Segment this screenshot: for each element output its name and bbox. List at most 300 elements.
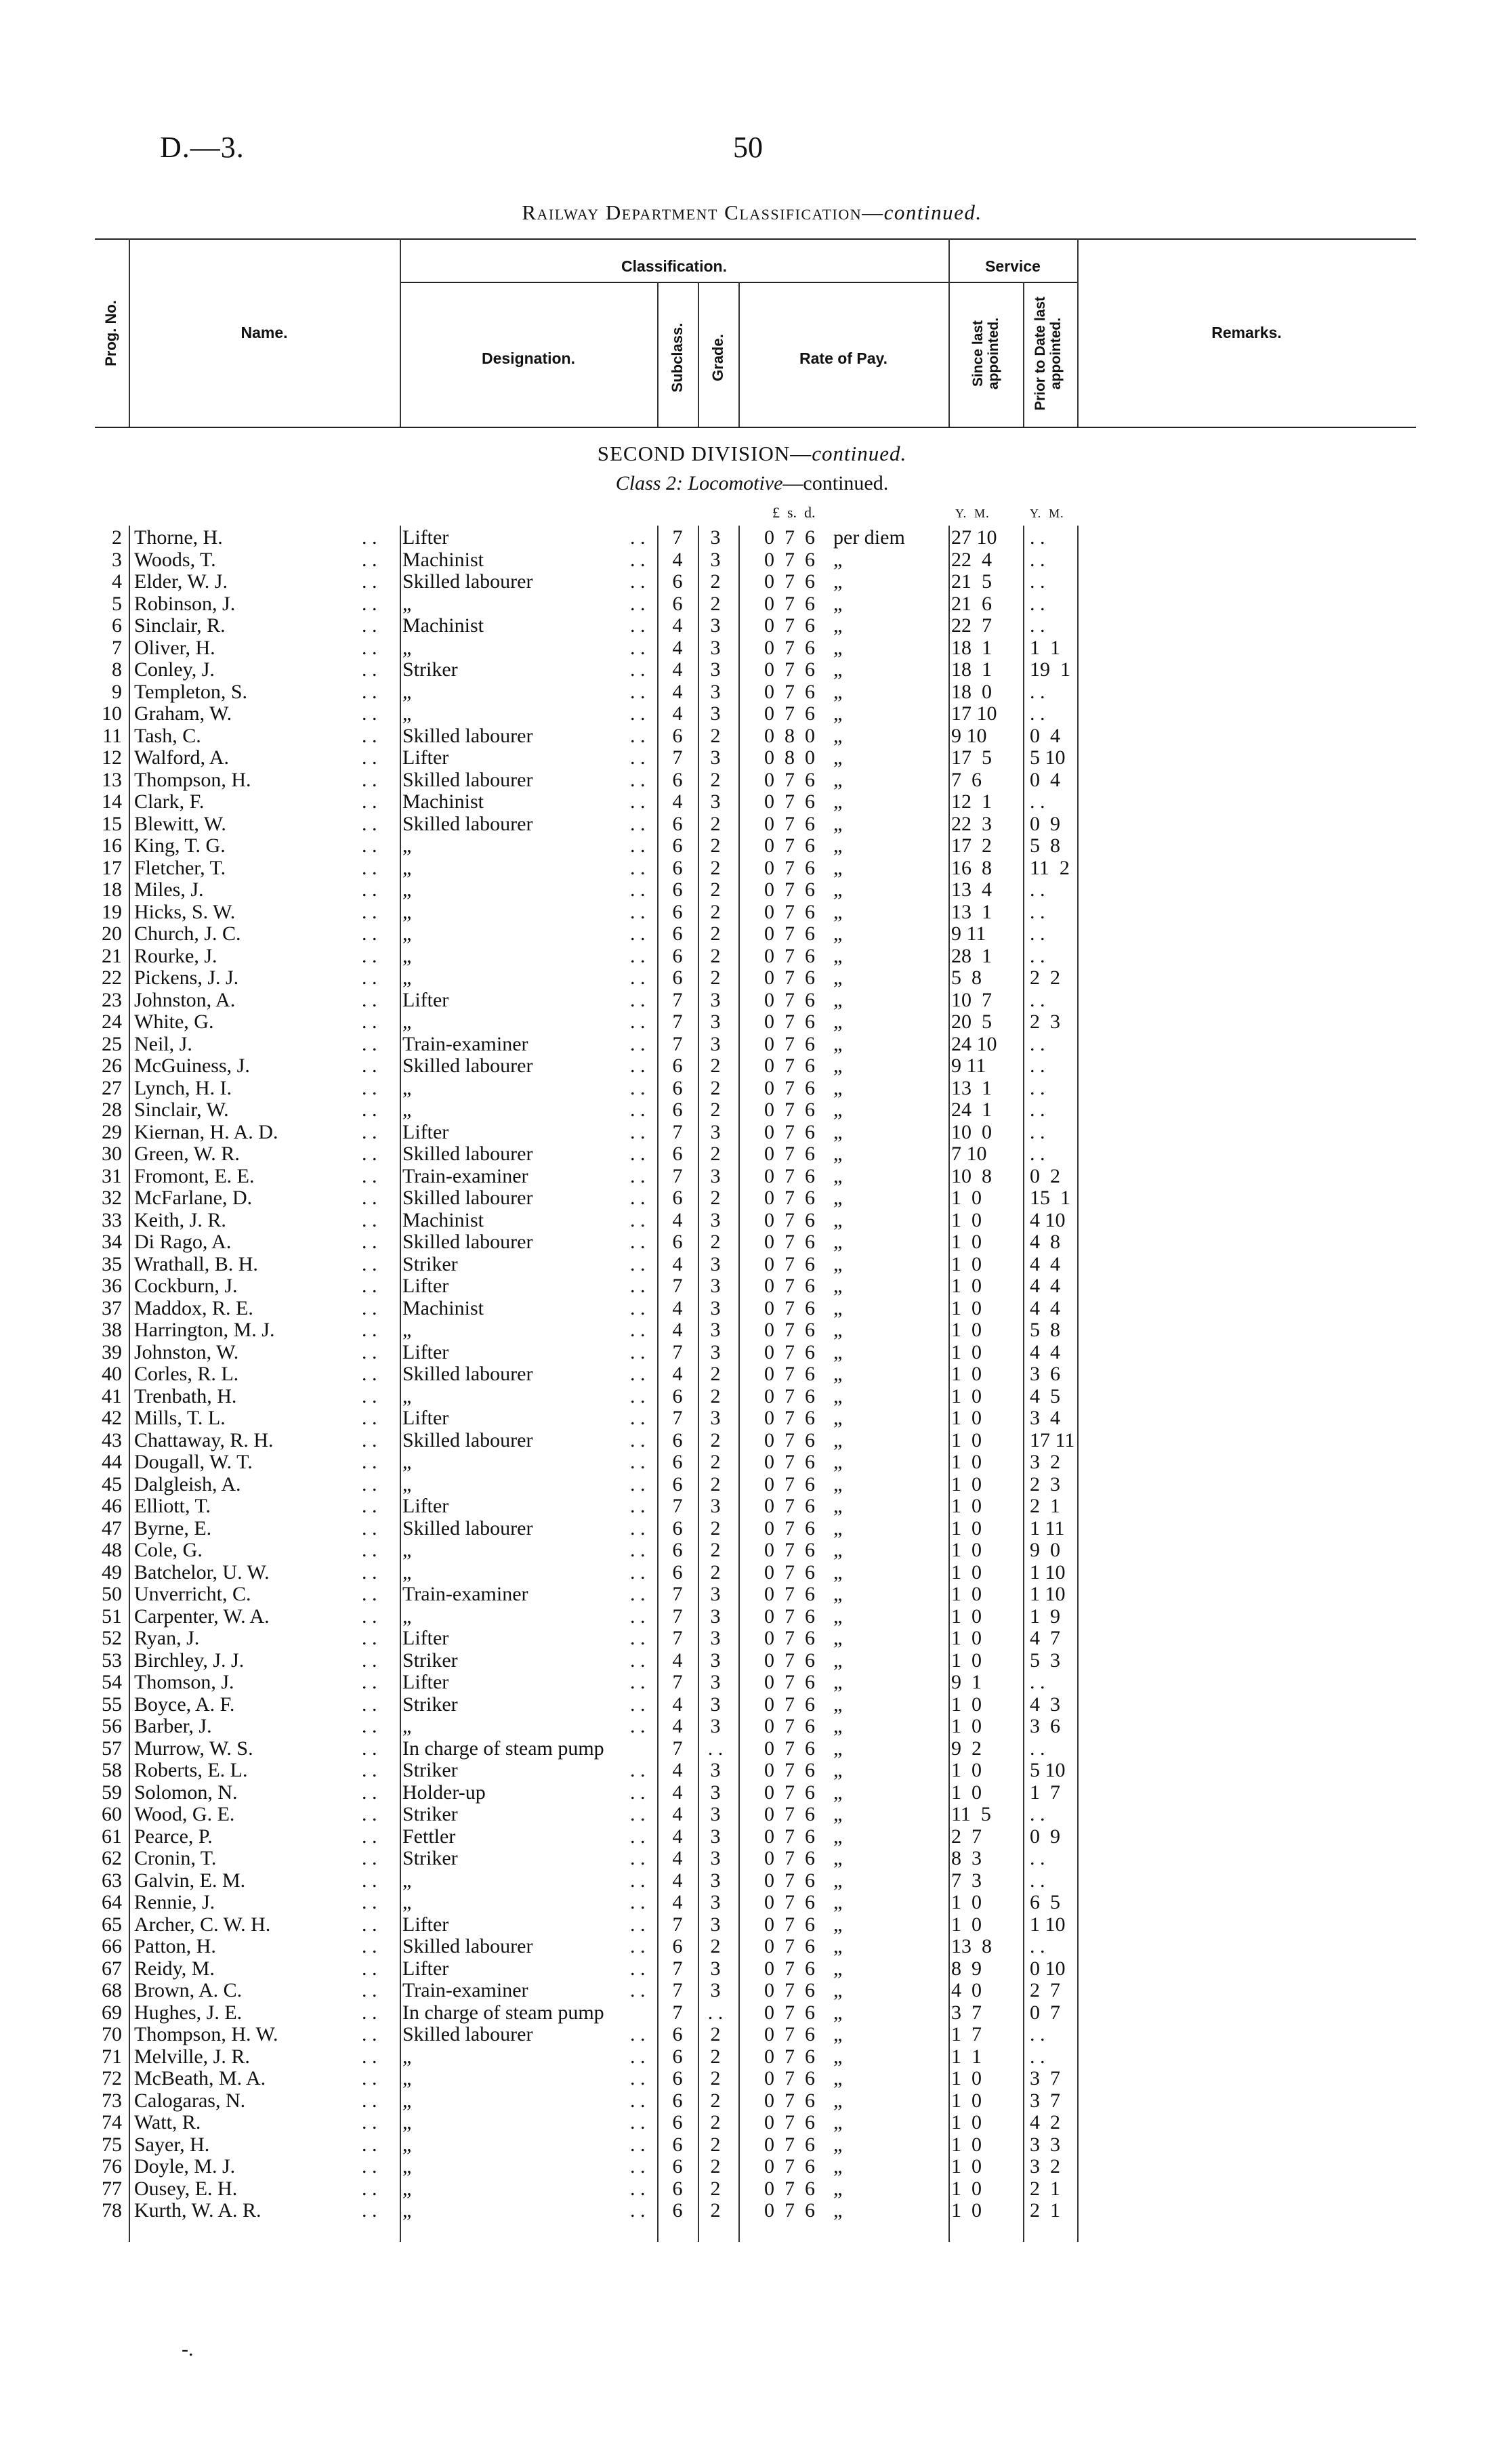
- designation-cell: Lifter: [402, 988, 449, 1011]
- prog-no-cell: 35: [102, 1252, 122, 1275]
- grade-cell: 3: [710, 1671, 721, 1693]
- rate-of-pay-cell: 0 7 6: [764, 1715, 815, 1737]
- prior-to-date-cell: 2 1: [1030, 1495, 1060, 1517]
- rate-of-pay-cell: 0 7 6: [764, 1076, 815, 1099]
- rate-of-pay-cell: 0 7 6: [764, 2155, 815, 2178]
- subclass-cell: 7: [672, 988, 683, 1011]
- prog-no-cell: 66: [102, 1935, 122, 1957]
- designation-cell: „: [402, 1869, 412, 1892]
- prior-to-date-cell: 3 6: [1030, 1715, 1060, 1737]
- leader-dots: . .: [630, 900, 646, 923]
- grade-cell: 2: [710, 922, 721, 945]
- since-last-cell: 1 0: [951, 2177, 982, 2200]
- subclass-cell: 7: [672, 2001, 683, 2024]
- rate-unit-cell: „: [833, 790, 843, 813]
- table-row: [0, 1562, 1504, 1584]
- subclass-cell: 6: [672, 1428, 683, 1451]
- rate-unit-cell: „: [833, 1847, 843, 1869]
- rate-of-pay-cell: 0 7 6: [764, 790, 815, 813]
- leader-dots: . .: [630, 1891, 646, 1913]
- rate-unit-cell: „: [833, 2177, 843, 2200]
- rate-of-pay-cell: 0 7 6: [764, 1120, 815, 1143]
- prog-no-cell: 37: [102, 1296, 122, 1319]
- table-row: [0, 2068, 1504, 2090]
- prog-no-cell: 10: [102, 702, 122, 725]
- leader-dots: . .: [362, 1164, 377, 1187]
- rate-unit-cell: „: [833, 1781, 843, 1804]
- leader-dots: . .: [362, 1627, 377, 1649]
- table-row: [0, 990, 1504, 1012]
- leader-dots: . .: [630, 1781, 646, 1804]
- leader-dots: . .: [630, 548, 646, 571]
- subclass-cell: 4: [672, 1847, 683, 1869]
- prior-to-date-cell: 1 10: [1030, 1560, 1066, 1584]
- rate-of-pay-cell: 0 7 6: [764, 1825, 815, 1848]
- since-last-cell: 1 0: [951, 2133, 982, 2156]
- rate-unit-cell: „: [833, 1957, 843, 1980]
- prior-to-date-cell: . .: [1030, 1076, 1045, 1099]
- name-cell: Cronin, T.: [134, 1847, 217, 1869]
- header-service: Service: [985, 257, 1041, 275]
- since-last-cell: 22 3: [951, 812, 992, 835]
- leader-dots: . .: [630, 1451, 646, 1473]
- leader-dots: . .: [362, 636, 377, 659]
- table-row: [0, 923, 1504, 946]
- prior-to-date-cell: 1 10: [1030, 1583, 1066, 1605]
- subclass-cell: 7: [672, 1913, 683, 1936]
- table-row: [0, 1672, 1504, 1694]
- leader-dots: . .: [362, 2133, 377, 2156]
- leader-dots: . .: [362, 702, 377, 725]
- grade-cell: 2: [710, 812, 721, 835]
- rate-unit-cell: „: [833, 1516, 843, 1539]
- division-continued: continued.: [812, 442, 907, 465]
- subclass-cell: 7: [672, 1340, 683, 1363]
- leader-dots: . .: [362, 1495, 377, 1517]
- rate-unit-cell: „: [833, 1715, 843, 1737]
- table-row: [0, 1451, 1504, 1474]
- rate-of-pay-cell: 0 7 6: [764, 1913, 815, 1936]
- rate-of-pay-cell: 0 7 6: [764, 1737, 815, 1760]
- prog-no-cell: 33: [102, 1208, 122, 1231]
- prior-to-date-cell: 5 8: [1030, 1319, 1060, 1341]
- since-last-cell: 21 6: [951, 592, 992, 615]
- leader-dots: . .: [630, 1649, 646, 1672]
- header-remarks: Remarks.: [1211, 324, 1282, 341]
- prog-no-cell: 3: [112, 548, 122, 571]
- rate-of-pay-cell: 0 8 0: [764, 746, 815, 769]
- rate-of-pay-cell: 0 7 6: [764, 768, 815, 791]
- prior-to-date-cell: 4 10: [1030, 1208, 1066, 1231]
- rate-of-pay-cell: 0 7 6: [764, 1032, 815, 1055]
- leader-dots: . .: [630, 658, 646, 681]
- table-row: [0, 1518, 1504, 1540]
- designation-cell: Train-examiner: [402, 1164, 528, 1187]
- rate-unit-cell: „: [833, 1428, 843, 1451]
- leader-dots: . .: [630, 746, 646, 769]
- designation-cell: Striker: [402, 1252, 458, 1275]
- subclass-cell: 6: [672, 1231, 683, 1253]
- grade-cell: 2: [710, 1428, 721, 1451]
- designation-cell: Skilled labourer: [402, 1055, 533, 1077]
- since-last-cell: 10 8: [951, 1164, 992, 1187]
- grade-cell: 2: [710, 1099, 721, 1121]
- rate-of-pay-cell: 0 7 6: [764, 1451, 815, 1473]
- rate-unit-cell: „: [833, 1099, 843, 1121]
- designation-cell: Lifter: [402, 1495, 449, 1517]
- grade-cell: 2: [710, 768, 721, 791]
- designation-cell: „: [402, 1319, 412, 1341]
- leader-dots: . .: [630, 1560, 646, 1584]
- name-cell: White, G.: [134, 1011, 214, 1033]
- grade-cell: 2: [710, 2133, 721, 2156]
- table-row: [0, 1078, 1504, 1100]
- rate-unit-cell: „: [833, 548, 843, 571]
- since-last-cell: 9 2: [951, 1737, 982, 1760]
- designation-cell: In charge of steam pump: [402, 2001, 604, 2024]
- rate-unit-cell: „: [833, 1011, 843, 1033]
- leader-dots: . .: [362, 1825, 377, 1848]
- designation-cell: „: [402, 856, 412, 879]
- rate-of-pay-cell: 0 7 6: [764, 1627, 815, 1649]
- since-last-cell: 22 4: [951, 548, 992, 571]
- prog-no-cell: 43: [102, 1428, 122, 1451]
- name-cell: Murrow, W. S.: [134, 1737, 253, 1760]
- leader-dots: . .: [630, 1869, 646, 1892]
- designation-cell: „: [402, 2177, 412, 2200]
- leader-dots: . .: [362, 1671, 377, 1693]
- subclass-cell: 6: [672, 1472, 683, 1495]
- prog-no-cell: 40: [102, 1363, 122, 1385]
- leader-dots: . .: [630, 1847, 646, 1869]
- prog-no-cell: 50: [102, 1583, 122, 1605]
- name-cell: Fletcher, T.: [134, 856, 226, 879]
- leader-dots: . .: [630, 1627, 646, 1649]
- leader-dots: . .: [630, 1605, 646, 1628]
- name-cell: Chattaway, R. H.: [134, 1428, 274, 1451]
- since-last-cell: 1 0: [951, 1208, 982, 1231]
- since-last-cell: 17 2: [951, 834, 992, 857]
- header-prior-to-date: Prior to Date last appointed.: [1032, 296, 1064, 411]
- designation-cell: Lifter: [402, 746, 449, 769]
- name-cell: Fromont, E. E.: [134, 1164, 255, 1187]
- rate-of-pay-cell: 0 7 6: [764, 526, 815, 549]
- title-continued: continued.: [883, 200, 982, 224]
- leader-dots: . .: [362, 2089, 377, 2112]
- name-cell: Robinson, J.: [134, 592, 236, 615]
- subclass-cell: 6: [672, 2045, 683, 2068]
- since-last-cell: 1 0: [951, 1407, 982, 1429]
- table-row: [0, 725, 1504, 748]
- prior-to-date-cell: . .: [1030, 1032, 1045, 1055]
- rate-unit-cell: „: [833, 614, 843, 637]
- class-name: Locomotive: [688, 472, 783, 494]
- prior-to-date-cell: 2 3: [1030, 1472, 1060, 1495]
- leader-dots: . .: [630, 988, 646, 1011]
- designation-cell: Skilled labourer: [402, 812, 533, 835]
- leader-dots: . .: [362, 1935, 377, 1957]
- name-cell: Sinclair, W.: [134, 1099, 229, 1121]
- table-row: [0, 1539, 1504, 1562]
- table-row: [0, 1804, 1504, 1826]
- since-last-cell: 22 7: [951, 614, 992, 637]
- name-cell: Johnston, A.: [134, 988, 236, 1011]
- rate-unit-cell: „: [833, 922, 843, 945]
- since-last-cell: 2 7: [951, 1825, 982, 1848]
- rate-of-pay-cell: 0 7 6: [764, 1935, 815, 1957]
- page-number: 50: [733, 131, 763, 164]
- leader-dots: . .: [630, 1825, 646, 1848]
- prior-to-date-cell: 1 1: [1030, 636, 1060, 659]
- designation-cell: „: [402, 900, 412, 923]
- header-rate-of-pay: Rate of Pay.: [799, 349, 887, 367]
- rate-of-pay-cell: 0 7 6: [764, 1275, 815, 1297]
- subclass-cell: 6: [672, 1451, 683, 1473]
- grade-cell: 3: [710, 1649, 721, 1672]
- since-last-cell: 7 3: [951, 1869, 982, 1892]
- rate-unit-cell: „: [833, 1451, 843, 1473]
- table-row: [0, 1099, 1504, 1122]
- prior-to-date-cell: 2 2: [1030, 967, 1060, 989]
- since-last-cell: 16 8: [951, 856, 992, 879]
- designation-cell: Skilled labourer: [402, 1428, 533, 1451]
- table-row: [0, 1430, 1504, 1452]
- rate-of-pay-cell: 0 7 6: [764, 2133, 815, 2156]
- prog-no-cell: 27: [102, 1076, 122, 1099]
- name-cell: McFarlane, D.: [134, 1187, 253, 1209]
- table-row: [0, 549, 1504, 572]
- since-last-cell: 11 5: [951, 1803, 991, 1825]
- leader-dots: . .: [362, 1649, 377, 1672]
- name-cell: Templeton, S.: [134, 680, 248, 703]
- rate-unit-cell: „: [833, 856, 843, 879]
- subclass-cell: 6: [672, 834, 683, 857]
- leader-dots: . .: [630, 1011, 646, 1033]
- header-grade: Grade.: [709, 334, 726, 381]
- table-row: [0, 1936, 1504, 1958]
- name-cell: Barber, J.: [134, 1715, 212, 1737]
- name-cell: Boyce, A. F.: [134, 1693, 235, 1716]
- rate-of-pay-cell: 0 7 6: [764, 2067, 815, 2089]
- since-last-cell: 1 0: [951, 1693, 982, 1716]
- leader-dots: . .: [362, 900, 377, 923]
- grade-cell: 3: [710, 1164, 721, 1187]
- grade-cell: 2: [710, 1539, 721, 1561]
- prior-to-date-cell: . .: [1030, 988, 1045, 1011]
- designation-cell: „: [402, 944, 412, 967]
- since-last-cell: 4 0: [951, 1979, 982, 2001]
- grade-cell: 3: [710, 1693, 721, 1716]
- prior-to-date-cell: 3 2: [1030, 1451, 1060, 1473]
- class-prefix: Class 2:: [615, 472, 688, 494]
- name-cell: Dalgleish, A.: [134, 1472, 241, 1495]
- designation-cell: „: [402, 1011, 412, 1033]
- prog-no-cell: 49: [102, 1560, 122, 1584]
- subclass-cell: 4: [672, 702, 683, 725]
- rate-unit-cell: „: [833, 570, 843, 593]
- prog-no-cell: 2: [112, 526, 122, 549]
- leader-dots: . .: [362, 834, 377, 857]
- prior-to-date-cell: 4 5: [1030, 1384, 1060, 1407]
- since-last-cell: 1 0: [951, 1296, 982, 1319]
- designation-cell: Skilled labourer: [402, 1516, 533, 1539]
- leader-dots: . .: [630, 1143, 646, 1165]
- since-last-cell: 1 0: [951, 1428, 982, 1451]
- leader-dots: . .: [630, 1120, 646, 1143]
- prior-to-date-cell: . .: [1030, 1847, 1045, 1869]
- leader-dots: . .: [362, 1296, 377, 1319]
- grade-cell: . .: [707, 1737, 724, 1760]
- name-cell: Walford, A.: [134, 746, 230, 769]
- leader-dots: . .: [630, 2067, 646, 2089]
- name-cell: Galvin, E. M.: [134, 1869, 246, 1892]
- prog-no-cell: 61: [102, 1825, 122, 1848]
- subclass-cell: 4: [672, 1825, 683, 1848]
- prog-no-cell: 18: [102, 878, 122, 901]
- header-name: Name.: [241, 324, 288, 341]
- name-cell: Roberts, E. L.: [134, 1759, 248, 1781]
- rate-unit-cell: „: [833, 592, 843, 615]
- rate-unit-cell: „: [833, 1627, 843, 1649]
- leader-dots: . .: [630, 1516, 646, 1539]
- designation-cell: Lifter: [402, 1957, 449, 1980]
- name-cell: Di Rago, A.: [134, 1231, 232, 1253]
- designation-cell: Machinist: [402, 1208, 484, 1231]
- rate-unit-cell: „: [833, 1120, 843, 1143]
- table-row: [0, 1914, 1504, 1936]
- prog-no-cell: 14: [102, 790, 122, 813]
- subclass-cell: 4: [672, 636, 683, 659]
- grade-cell: 3: [710, 1627, 721, 1649]
- prog-no-cell: 51: [102, 1605, 122, 1628]
- designation-cell: Skilled labourer: [402, 1231, 533, 1253]
- rate-unit-cell: „: [833, 1539, 843, 1561]
- prog-no-cell: 41: [102, 1384, 122, 1407]
- leader-dots: . .: [630, 856, 646, 879]
- header-designation: Designation.: [481, 349, 575, 367]
- rate-unit-cell: „: [833, 2001, 843, 2024]
- prog-no-cell: 8: [112, 658, 122, 681]
- name-cell: Kiernan, H. A. D.: [134, 1120, 278, 1143]
- leader-dots: . .: [362, 1055, 377, 1077]
- designation-cell: „: [402, 1560, 412, 1584]
- since-last-cell: 1 0: [951, 2155, 982, 2178]
- rate-unit-cell: „: [833, 1869, 843, 1892]
- grade-cell: . .: [707, 2001, 724, 2024]
- grade-cell: 2: [710, 834, 721, 857]
- rate-unit-cell: „: [833, 1055, 843, 1077]
- designation-cell: Train-examiner: [402, 1583, 528, 1605]
- leader-dots: . .: [630, 1539, 646, 1561]
- table-row: [0, 813, 1504, 836]
- table-row: [0, 1892, 1504, 1914]
- subclass-cell: 7: [672, 746, 683, 769]
- since-last-cell: 24 10: [951, 1032, 997, 1055]
- designation-cell: „: [402, 922, 412, 945]
- rate-unit-cell: „: [833, 1737, 843, 1760]
- since-last-cell: 1 0: [951, 2089, 982, 2112]
- leader-dots: . .: [362, 592, 377, 615]
- prior-to-date-cell: . .: [1030, 1143, 1045, 1165]
- rate-unit-cell: „: [833, 1759, 843, 1781]
- designation-cell: „: [402, 2199, 412, 2222]
- prior-to-date-cell: . .: [1030, 1099, 1045, 1121]
- subclass-cell: 6: [672, 2023, 683, 2045]
- table-row: [0, 1034, 1504, 1056]
- header-since-last: Since last appointed.: [970, 317, 1001, 390]
- grade-cell: 3: [710, 658, 721, 681]
- table-row: [0, 1342, 1504, 1364]
- leader-dots: . .: [630, 1208, 646, 1231]
- leader-dots: . .: [362, 1605, 377, 1628]
- designation-cell: Machinist: [402, 548, 484, 571]
- name-cell: Reidy, M.: [134, 1957, 215, 1980]
- table-row: [0, 1055, 1504, 1078]
- since-last-cell: 28 1: [951, 944, 992, 967]
- rate-of-pay-cell: 0 7 6: [764, 856, 815, 879]
- grade-cell: 3: [710, 1583, 721, 1605]
- prog-no-cell: 44: [102, 1451, 122, 1473]
- table-row: [0, 1187, 1504, 1210]
- prior-to-date-cell: . .: [1030, 1120, 1045, 1143]
- rate-unit-cell: „: [833, 1340, 843, 1363]
- leader-dots: . .: [630, 1319, 646, 1341]
- grade-cell: 3: [710, 1891, 721, 1913]
- rate-of-pay-cell: 0 7 6: [764, 1407, 815, 1429]
- table-row: [0, 1628, 1504, 1650]
- designation-cell: Skilled labourer: [402, 1143, 533, 1165]
- leader-dots: . .: [362, 570, 377, 593]
- rate-unit-cell: „: [833, 1560, 843, 1584]
- col-divider: [1023, 282, 1024, 427]
- subclass-cell: 4: [672, 1252, 683, 1275]
- leader-dots: . .: [362, 1451, 377, 1473]
- prior-to-date-cell: . .: [1030, 790, 1045, 813]
- prior-to-date-cell: . .: [1030, 2045, 1045, 2068]
- name-cell: Church, J. C.: [134, 922, 241, 945]
- rate-of-pay-cell: 0 7 6: [764, 1055, 815, 1077]
- prior-to-date-cell: . .: [1030, 922, 1045, 945]
- leader-dots: . .: [362, 2155, 377, 2178]
- since-last-cell: 7 6: [951, 768, 982, 791]
- prog-no-cell: 28: [102, 1099, 122, 1121]
- name-cell: Maddox, R. E.: [134, 1296, 253, 1319]
- rate-of-pay-cell: 0 7 6: [764, 900, 815, 923]
- subclass-cell: 4: [672, 1649, 683, 1672]
- name-cell: Doyle, M. J.: [134, 2155, 236, 2178]
- leader-dots: . .: [630, 1803, 646, 1825]
- designation-cell: Striker: [402, 1693, 458, 1716]
- prior-to-date-cell: 3 3: [1030, 2133, 1060, 2156]
- subclass-cell: 6: [672, 2111, 683, 2133]
- prior-to-date-cell: 2 7: [1030, 1979, 1060, 2001]
- prior-to-date-cell: 17 11: [1030, 1428, 1075, 1451]
- leader-dots: . .: [630, 768, 646, 791]
- rate-of-pay-cell: 0 7 6: [764, 1957, 815, 1980]
- leader-dots: . .: [630, 1164, 646, 1187]
- since-last-cell: 9 10: [951, 724, 987, 747]
- table-row: [0, 527, 1504, 549]
- subclass-cell: 6: [672, 1384, 683, 1407]
- leader-dots: . .: [362, 1099, 377, 1121]
- name-cell: McBeath, M. A.: [134, 2067, 266, 2089]
- rate-unit-cell: „: [833, 1231, 843, 1253]
- prior-to-date-cell: 5 10: [1030, 1759, 1066, 1781]
- rate-unit-cell: „: [833, 1913, 843, 1936]
- grade-cell: 2: [710, 2155, 721, 2178]
- leader-dots: . .: [362, 812, 377, 835]
- table-row: [0, 2046, 1504, 2068]
